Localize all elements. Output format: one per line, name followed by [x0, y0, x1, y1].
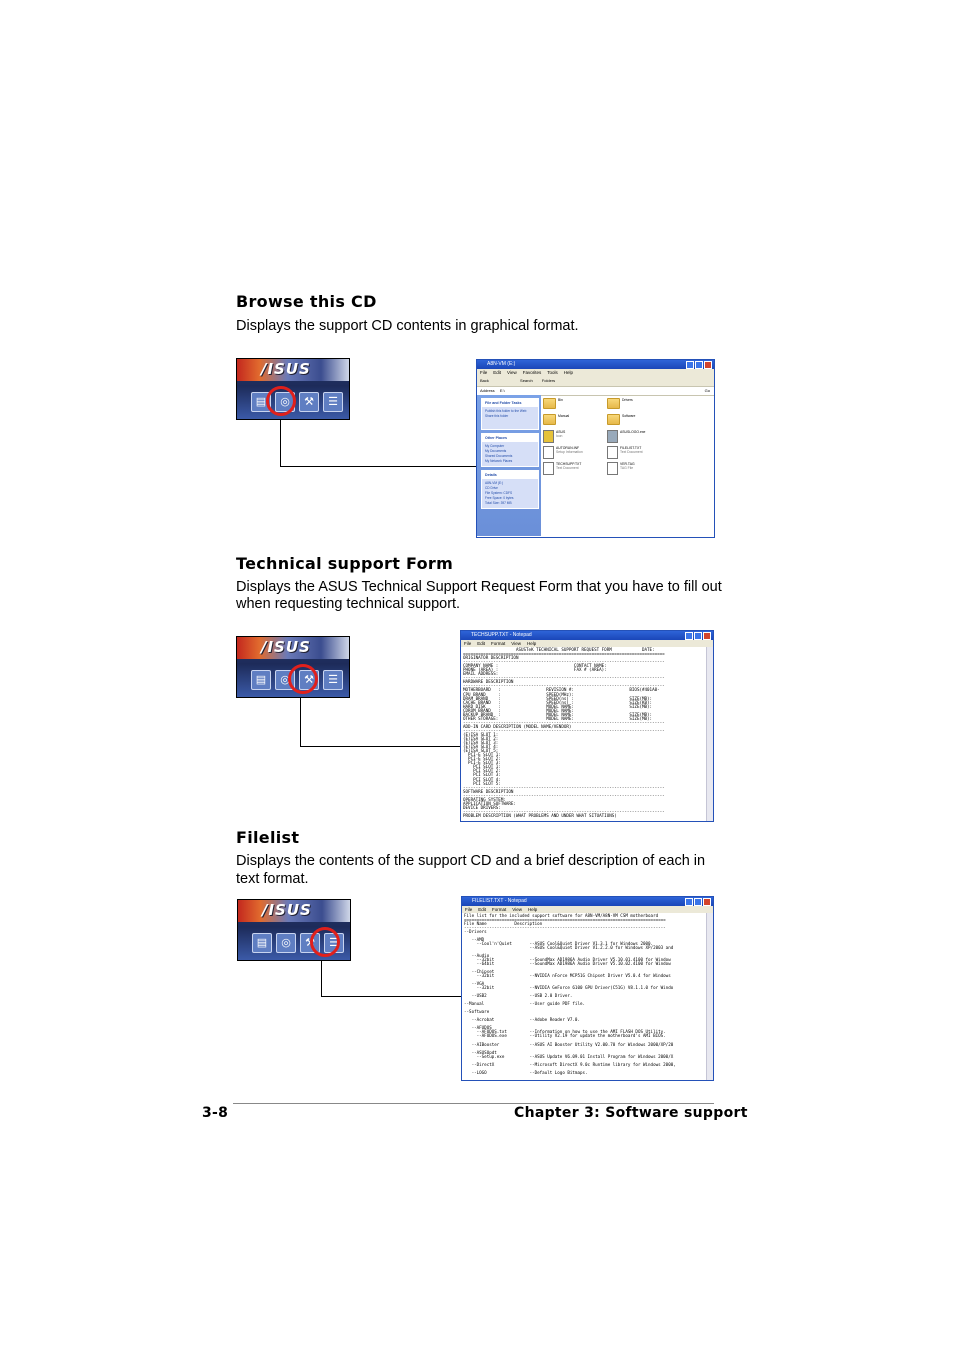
asus-logo: /ISUS — [261, 638, 311, 656]
asus-menu-filelist — [237, 899, 351, 961]
page-number: 3-8 — [202, 1105, 229, 1121]
text-line: -------------------------------------------------------------------------------- — [463, 784, 665, 790]
text-line: DEVICE DRIVERS: — [463, 804, 501, 810]
exe-icon — [607, 430, 618, 443]
file-item[interactable] — [543, 462, 603, 475]
text-line: -------------------------------------------------------------------------------- — [463, 683, 665, 689]
text-line: -------------------------------------------------------------------------------- — [463, 808, 665, 814]
filelist-description-1: Displays the contents of the support CD and a brief description of each in — [236, 853, 706, 869]
panel-file-tasks — [481, 398, 539, 430]
text-line: SOFTWARE DESCRIPTION — [463, 788, 514, 794]
text-line: ORIGINATOR DESCRIPTION — [463, 655, 519, 661]
text-line: --32bit --NVIDIA GeForce 6100 GPU Driver(C51G) V8.1.1.0 for Windo — [464, 985, 674, 991]
back-button[interactable]: Back — [480, 378, 489, 383]
asus-menu-tech — [236, 636, 350, 698]
text-line: --Cool'n'Quiet --ASUS Cool&Quiet Driver V1.3.1 for Windows 2000. — [464, 941, 654, 947]
text-line: ================================================================================ — [464, 917, 666, 923]
address-input[interactable]: E:\ — [499, 388, 505, 393]
menu-help[interactable]: Help — [526, 641, 537, 646]
text-line: PCI-E SLOT 2: — [463, 756, 501, 762]
text-line: -------------------------------------------------------------------------------- — [463, 659, 665, 665]
browse-description: Displays the support CD contents in graphical format. — [236, 318, 579, 334]
file-name: Software — [622, 414, 636, 418]
minimize-button[interactable] — [686, 361, 694, 369]
highlight-ring — [288, 664, 318, 694]
file-item[interactable] — [607, 414, 667, 425]
text-line: EMAIL ADDRESS: — [463, 671, 499, 677]
notepad-text-area[interactable] — [461, 647, 707, 821]
scrollbar[interactable] — [706, 647, 713, 821]
text-line: ================================================================================ — [463, 651, 665, 657]
browse-heading: Browse this CD — [236, 292, 377, 311]
maximize-button[interactable] — [694, 632, 702, 640]
place-network[interactable]: My Network Places — [485, 459, 513, 463]
connector-line — [321, 996, 461, 997]
tag-file-icon — [607, 462, 618, 475]
text-line: --ASUSUpdt — [464, 1049, 497, 1055]
file-name: Bin — [558, 398, 563, 402]
tech-heading: Technical support Form — [236, 554, 454, 573]
scrollbar[interactable] — [706, 913, 713, 1080]
task-pane — [477, 395, 541, 536]
text-line: --32bit --SoundMax AD1986A Audio Driver V5.10.01.4100 for Window — [464, 957, 671, 963]
text-line: --AFUDOS.txt --Information on how to use the AMI FLASH DOS Utility. — [464, 1029, 666, 1035]
menu-view[interactable]: View — [512, 907, 522, 912]
panel-title: Details — [482, 471, 538, 479]
detail-line: Total Size: 397 MB — [485, 501, 512, 505]
text-line: PROBLEM DESCRIPTION (WHAT PROBLEMS AND UNDER WHAT SITUATIONS) — [463, 812, 617, 818]
text-line: PCI-E SLOT 3: — [463, 760, 501, 766]
text-line: APPLICATION SOFTWARE: — [463, 800, 516, 806]
text-line: File Name Description — [464, 921, 543, 927]
detail-line: A8N-VM (E:) — [485, 481, 504, 485]
browse-cd-icon[interactable]: ◎ — [275, 392, 295, 412]
text-line: --AIBooster --ASUS AI Booster Utility V2.00.70 for Windows 2000/XP/20 — [464, 1041, 674, 1047]
tech-description-2: when requesting technical support. — [236, 596, 461, 612]
file-type: TAG File — [620, 466, 634, 470]
chapter-title: Chapter 3: Software support — [514, 1105, 748, 1121]
text-line: -------------------------------------------------------------------------------- — [463, 719, 665, 725]
text-line: HARD DISK : MODEL NAME: SIZE(MB): — [463, 703, 653, 709]
filelist-description-2: text format. — [236, 871, 309, 887]
folder-icon — [543, 414, 556, 425]
menu-help[interactable]: Help — [563, 370, 574, 375]
panel-title: Other Places — [482, 434, 538, 442]
connector-line — [300, 697, 301, 746]
text-line: --Audio — [464, 953, 490, 959]
text-line: --Drivers — [464, 929, 487, 935]
text-line: (E)ISA SLOT 5: — [463, 748, 499, 754]
text-line: (E)ISA SLOT 3: — [463, 740, 499, 746]
text-line: --AMD — [464, 937, 485, 943]
close-button[interactable] — [704, 361, 712, 369]
text-line: BACKUP BRAND : MODEL NAME: SIZE(MB): — [463, 711, 653, 717]
close-button[interactable] — [703, 632, 711, 640]
address-label: Address — [480, 388, 495, 393]
panel-other-places — [481, 433, 539, 467]
menu-help[interactable]: Help — [527, 907, 538, 912]
detail-line: CD Drive — [485, 486, 498, 490]
text-line: ADD-IN CARD DESCRIPTION (MODEL NAME/VENDOR) — [463, 723, 572, 729]
text-line: -------------------------------------------------------------------------------- — [463, 727, 665, 733]
setup-icon[interactable]: ▤ — [251, 392, 271, 412]
menu-format[interactable]: Format — [492, 907, 507, 912]
text-line: File list for the included support software for A8N-VM/A8N-VM CSM motherboard — [464, 913, 659, 918]
text-file-icon — [607, 446, 618, 459]
text-line: PCI-E SLOT 1: — [463, 752, 501, 758]
menu-view[interactable]: View — [507, 370, 517, 375]
text-line: --LOGO --Default Logo Bitmaps. — [464, 1069, 588, 1075]
filelist-icon[interactable]: ☰ — [324, 933, 344, 953]
window-title: FILELIST.TXT - Notepad — [472, 898, 527, 904]
minimize-button[interactable] — [685, 632, 693, 640]
tech-support-icon[interactable]: ⚒ — [299, 392, 319, 412]
panel-title: File and Folder Tasks — [482, 399, 538, 407]
file-name: ASUS — [556, 430, 566, 434]
folders-button[interactable]: Folders — [541, 378, 556, 383]
maximize-button[interactable] — [695, 361, 703, 369]
tech-support-icon[interactable]: ⚒ — [300, 933, 320, 953]
file-name: FILELIST.TXT — [620, 446, 642, 450]
text-line: CDROM BRAND : MODEL NAME: — [463, 707, 574, 713]
tech-support-icon[interactable]: ⚒ — [299, 670, 319, 690]
menu-edit[interactable]: Edit — [477, 641, 486, 646]
asus-icon — [543, 430, 554, 443]
file-name: ASUSLOGO.exe — [620, 430, 646, 434]
connector-line — [321, 960, 322, 996]
text-line: (E)ISA SLOT 4: — [463, 744, 499, 750]
folder-icon — [607, 414, 620, 425]
text-line: PCI SLOT 5: — [463, 780, 501, 786]
settings-file-icon — [543, 446, 554, 459]
menu-view[interactable]: View — [511, 641, 521, 646]
text-line: CPU BRAND : SPEED(MHz): — [463, 691, 574, 697]
file-item[interactable] — [543, 398, 603, 409]
search-button[interactable]: Search — [520, 378, 533, 383]
text-line: DRAM BRAND : SPEED(ns) : SIZE(MB): — [463, 695, 653, 701]
text-line: --32bit --NVIDIA nForce MCP51G Chipset Driver V5.0.4 for Windows — [464, 973, 671, 979]
asus-logo: /ISUS — [262, 901, 312, 919]
file-type: Icon — [556, 434, 563, 438]
menu-edit[interactable]: Edit — [493, 370, 502, 375]
menu-file[interactable]: File — [480, 370, 488, 375]
text-line: --Software — [464, 1009, 490, 1015]
file-item[interactable] — [607, 446, 667, 459]
menu-favorites[interactable]: Favorites — [522, 370, 542, 375]
asus-logo: /ISUS — [261, 360, 311, 378]
text-line: MOTHERBOARD : REVISION #: BIOS(#401A0- — [463, 687, 660, 693]
task-share[interactable]: Share this folder — [485, 414, 509, 418]
footer-rule — [233, 1103, 714, 1104]
window-title: TECHSUPP.TXT - Notepad — [471, 632, 532, 638]
close-button[interactable] — [703, 898, 711, 906]
panel-details — [481, 470, 539, 509]
text-line: --Acrobat --Adobe Reader V7.0. — [464, 1017, 580, 1023]
file-item[interactable] — [543, 414, 603, 425]
minimize-button[interactable] — [685, 898, 693, 906]
text-line: --ASUS Cool&Quiet Driver V1.2.2.0 for Windows XP/2003 and — [464, 945, 674, 951]
connector-line — [280, 466, 476, 467]
menu-file[interactable]: File — [464, 641, 472, 646]
techsupp-notepad-window — [460, 630, 714, 822]
text-line: OPERATING SYSTEM: — [463, 796, 506, 802]
detail-line: Free Space: 0 bytes — [485, 496, 514, 500]
file-item[interactable] — [543, 430, 603, 443]
text-line: PHONE (AREA) : FAX # (AREA): — [463, 667, 607, 673]
highlight-ring — [266, 386, 296, 416]
menu-tools[interactable]: Tools — [547, 370, 558, 375]
notepad-text-area[interactable] — [462, 913, 707, 1080]
text-line: --VGA — [464, 981, 485, 987]
setup-icon[interactable]: ▤ — [251, 670, 271, 690]
go-button[interactable]: Go — [704, 388, 710, 393]
text-line: -------------------------------------------------------------------------------- — [463, 792, 665, 798]
place-my-computer[interactable]: My Computer — [485, 444, 505, 448]
maximize-button[interactable] — [694, 898, 702, 906]
highlight-ring — [310, 927, 340, 957]
file-item[interactable] — [607, 462, 667, 475]
connector-line — [300, 746, 460, 747]
file-name: TECHSUPP.TXT — [556, 462, 582, 466]
text-line: --USB2 --USB 2.0 Driver. — [464, 993, 573, 999]
text-line: -------------------------------------------------------------------------------- — [464, 925, 666, 931]
place-my-documents[interactable]: My Documents — [485, 449, 507, 453]
text-line: CACHE BRAND : SPEED(ns) : SIZE(KB): — [463, 699, 653, 705]
text-line: (E)ISA SLOT 1: — [463, 731, 499, 737]
filelist-notepad-window — [461, 896, 714, 1081]
text-line: --Manual --User guide PDF file. — [464, 1001, 586, 1007]
folder-icon — [607, 398, 620, 409]
browse-cd-icon[interactable]: ◎ — [276, 933, 296, 953]
explorer-window — [476, 359, 715, 538]
file-type: Setup Information — [556, 450, 583, 454]
menu-edit[interactable]: Edit — [478, 907, 487, 912]
text-line: ASUSTeK TECHNICAL SUPPORT REQUEST FORM DATE: — [463, 647, 655, 652]
filelist-icon[interactable]: ☰ — [323, 392, 343, 412]
file-name: AUTORUN.INF — [556, 446, 580, 450]
text-file-icon — [543, 462, 554, 475]
text-line: --Chipset — [464, 969, 495, 975]
text-line: PCI SLOT 2: — [463, 768, 501, 774]
file-item[interactable] — [607, 430, 667, 443]
text-line: --AFUDOS — [464, 1025, 492, 1031]
task-publish[interactable]: Publish this folder to the Web — [485, 409, 527, 413]
setup-icon[interactable]: ▤ — [252, 933, 272, 953]
text-line: --AFUDOS.exe --Utility V2.19 for update the motherboard's AMI BIOS. — [464, 1033, 666, 1039]
text-line: --DirectX --Microsoft DirectX 9.0c Runtime library for Windows 2000, — [464, 1061, 676, 1067]
menu-format[interactable]: Format — [491, 641, 506, 646]
text-line: --64bit --SoundMax AD1986A Audio Driver V5.10.02.4100 for Window — [464, 961, 671, 967]
connector-line — [280, 419, 281, 466]
text-line: (E)ISA SLOT 2: — [463, 736, 499, 742]
window-title: A8N-VM (E:) — [487, 361, 516, 367]
asus-menu-browse — [236, 358, 350, 420]
file-item[interactable] — [607, 398, 667, 409]
folder-icon — [543, 398, 556, 409]
tech-description-1: Displays the ASUS Technical Support Request Form that you have to fill out — [236, 579, 722, 595]
file-type: Text Document — [620, 450, 643, 454]
text-line: PCI SLOT 1: — [463, 764, 501, 770]
file-name: Drivers — [622, 398, 633, 402]
text-line: COMPANY NAME : CONTACT NAME: — [463, 663, 607, 669]
file-type: Text Document — [556, 466, 579, 470]
text-line: -------------------------------------------------------------------------------- — [463, 675, 665, 681]
file-name: VER.TAG — [620, 462, 635, 466]
browse-cd-icon[interactable]: ◎ — [275, 670, 295, 690]
text-line: OTHER STORAGE: MODEL NAME: SIZE(MB): — [463, 715, 653, 721]
filelist-icon[interactable]: ☰ — [323, 670, 343, 690]
text-line: PCI SLOT 3: — [463, 772, 501, 778]
file-name: Manual — [558, 414, 570, 418]
filelist-heading: Filelist — [236, 828, 300, 847]
file-item[interactable] — [543, 446, 603, 459]
text-line: HARDWARE DESCRIPTION — [463, 679, 514, 685]
detail-line: File System: CDFS — [485, 491, 513, 495]
menu-file[interactable]: File — [465, 907, 473, 912]
place-shared-documents[interactable]: Shared Documents — [485, 454, 513, 458]
text-line: PCI SLOT 4: — [463, 776, 501, 782]
text-line: --Setup.exe --ASUS Update V6.09.01 Install Program for Windows 2000/X — [464, 1053, 674, 1059]
